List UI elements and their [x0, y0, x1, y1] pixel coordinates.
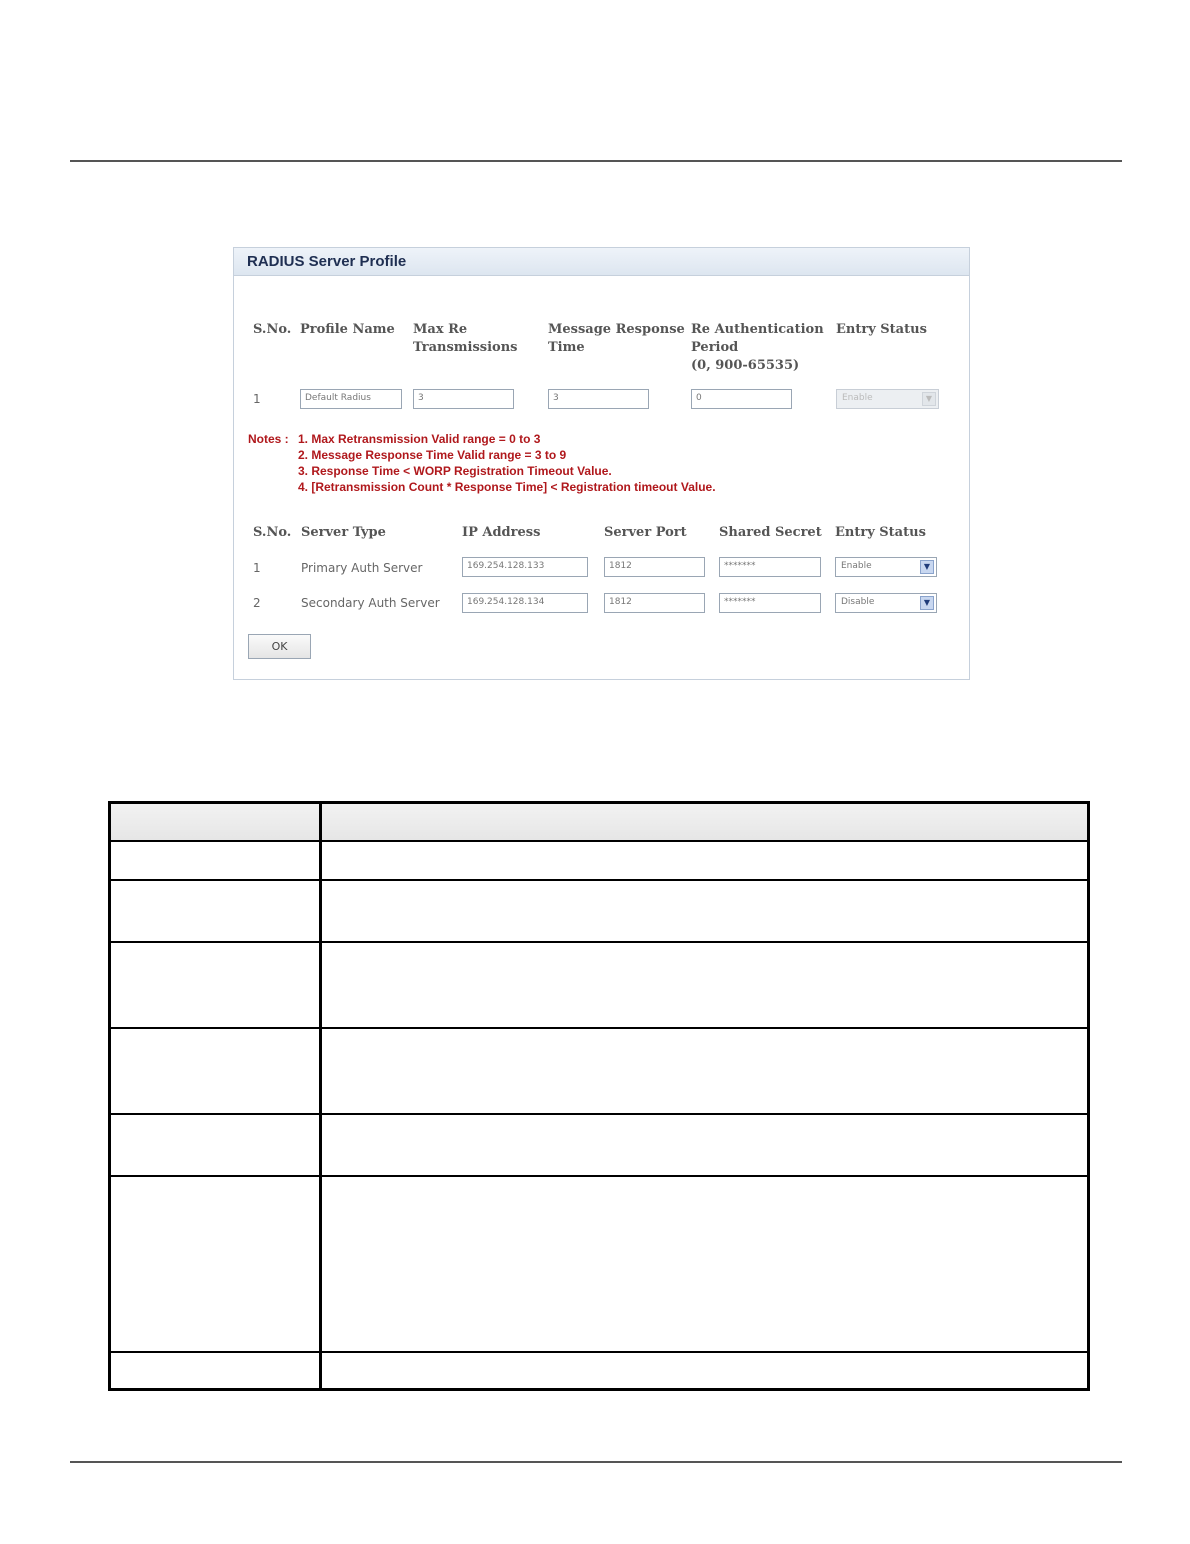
- server-type: Secondary Auth Server: [301, 596, 440, 610]
- profile-entry-status-value: Enable: [842, 393, 873, 403]
- chevron-down-icon[interactable]: ▼: [920, 560, 934, 574]
- notes-label: Notes :: [248, 432, 289, 446]
- server-sno: 2: [253, 596, 261, 610]
- top-rule: [70, 160, 1122, 162]
- primary-entry-status-select[interactable]: [835, 557, 937, 577]
- chevron-down-icon: ▼: [922, 392, 936, 406]
- description-table: [108, 801, 1090, 1391]
- message-response-time-input[interactable]: 3: [548, 389, 649, 409]
- profile-sno: 1: [253, 392, 261, 406]
- row-divider: [111, 1175, 1087, 1177]
- server-header-entry-status: Entry Status: [835, 525, 926, 540]
- server-type: Primary Auth Server: [301, 561, 423, 575]
- bottom-rule: [70, 1461, 1122, 1463]
- header-entry-status: Entry Status: [836, 322, 927, 337]
- table-header-row: [111, 804, 1087, 840]
- row-divider: [111, 879, 1087, 881]
- max-retransmissions-input[interactable]: 3: [413, 389, 514, 409]
- row-divider: [111, 1027, 1087, 1029]
- row-divider: [111, 1113, 1087, 1115]
- row-divider: [111, 1351, 1087, 1353]
- primary-secret-input[interactable]: *******: [719, 557, 821, 577]
- secondary-ip-input[interactable]: 169.254.128.134: [462, 593, 588, 613]
- server-header-sno: S.No.: [253, 525, 292, 540]
- row-divider: [111, 840, 1087, 842]
- secondary-port-input[interactable]: 1812: [604, 593, 705, 613]
- server-header-secret: Shared Secret: [719, 525, 822, 540]
- server-header-port: Server Port: [604, 525, 687, 540]
- radius-server-profile-panel: [233, 247, 970, 680]
- note-item: 3. Response Time < WORP Registration Timeout Value.: [298, 464, 612, 478]
- secondary-entry-status-select[interactable]: [835, 593, 937, 613]
- primary-port-input[interactable]: 1812: [604, 557, 705, 577]
- header-reauth-period: Re Authentication Period (0, 900-65535): [691, 322, 824, 373]
- header-message-response-time: Message Response Time: [548, 322, 685, 355]
- ok-button[interactable]: OK: [248, 634, 311, 659]
- chevron-down-icon[interactable]: ▼: [920, 596, 934, 610]
- column-divider: [319, 804, 322, 1388]
- profile-name-input[interactable]: Default Radius: [300, 389, 402, 409]
- profile-entry-status-select: [836, 389, 939, 409]
- header-sno: S.No.: [253, 322, 292, 337]
- primary-ip-input[interactable]: 169.254.128.133: [462, 557, 588, 577]
- server-sno: 1: [253, 561, 261, 575]
- header-max-retransmissions: Max Re Transmissions: [413, 322, 518, 355]
- primary-entry-status-value: Enable: [841, 561, 872, 571]
- note-item: 1. Max Retransmission Valid range = 0 to 3: [298, 432, 541, 446]
- note-item: 4. [Retransmission Count * Response Time] < Registration timeout Value.: [298, 480, 716, 494]
- row-divider: [111, 941, 1087, 943]
- reauth-period-input[interactable]: 0: [691, 389, 792, 409]
- secondary-entry-status-value: Disable: [841, 597, 875, 607]
- header-profile-name: Profile Name: [300, 322, 395, 337]
- server-header-ip: IP Address: [462, 525, 541, 540]
- panel-title: RADIUS Server Profile: [234, 248, 969, 276]
- server-header-type: Server Type: [301, 525, 386, 540]
- note-item: 2. Message Response Time Valid range = 3 to 9: [298, 448, 567, 462]
- secondary-secret-input[interactable]: *******: [719, 593, 821, 613]
